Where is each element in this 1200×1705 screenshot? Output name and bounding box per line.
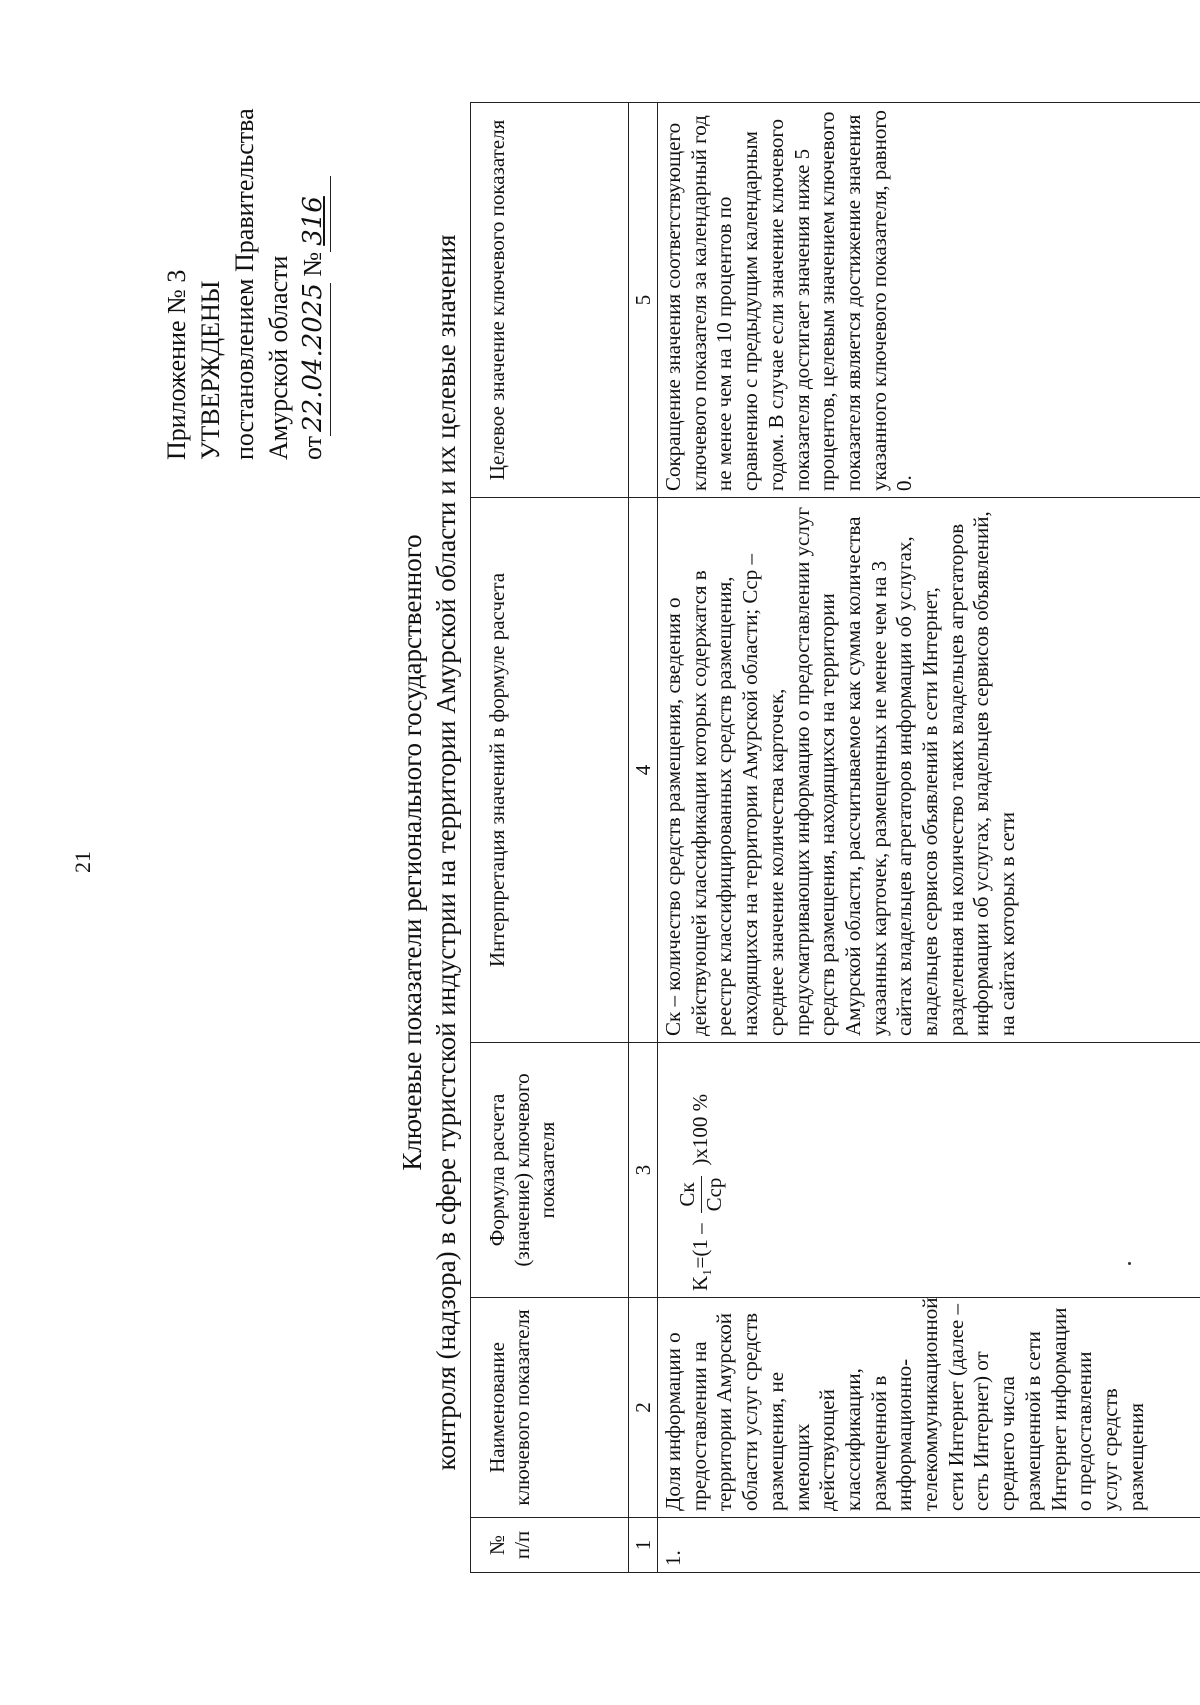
date-number-line [296, 108, 331, 460]
handwritten-number: 316 [296, 176, 331, 252]
target-value: Сокращение значения соответствующего ключевого показателя за календарный год не менее чем на 10 процентов по сравнению с предыдущим календарным годом. В случае если значение ключевого показателя достигает значения ниже 5 процентов, целевым значением ключевого показателя является достижение значения указанного ключевого показателя, равного 0. [658, 103, 1200, 498]
date-prefix: от [298, 435, 327, 460]
column-number: 4 [629, 498, 658, 1043]
header-interpretation: Интерпретация значений в формуле расчета [471, 498, 629, 1043]
approved-label: УТВЕРЖДЕНЫ [196, 280, 225, 460]
table-row [658, 103, 1200, 1573]
appendix-label: Приложение № 3 [162, 269, 191, 460]
header-formula: Формула расчета (значение) ключевого показателя [471, 1043, 629, 1298]
region-label: Амурской области [264, 255, 293, 460]
column-number: 1 [629, 1518, 658, 1573]
key-indicators-table [470, 102, 1200, 1573]
formula-fraction [675, 1172, 727, 1218]
formula-lhs: K₁=(1 – [688, 1223, 713, 1291]
header-target-value: Целевое значение ключевого показателя [471, 103, 629, 498]
formula-denominator: Cср [701, 1177, 726, 1212]
column-number: 5 [629, 103, 658, 498]
approval-stamp [160, 108, 331, 460]
scan-speck [1128, 1262, 1131, 1265]
number-label: № [298, 251, 327, 277]
formula [675, 1049, 727, 1291]
title-line-1: Ключевые показатели регионального государственного [397, 534, 427, 1171]
formula-numerator: Cк [675, 1176, 702, 1212]
table-header-row [471, 103, 629, 1573]
document-title [395, 0, 463, 1705]
title-line-2: контроля (надзора) в сфере туристской индустрии на территории Амурской области и их целевые значения [431, 234, 461, 1471]
handwritten-date: 22.04.2025 [296, 283, 331, 436]
column-number: 2 [629, 1298, 658, 1518]
row-number: 1. [658, 1518, 1200, 1573]
interpretation: Cк – количество средств размещения, сведения о действующей классификации которых содержатся в реестре классифицированных средств размещения, находящихся на территории Амурской области; Cср – среднее значение количества карточек, предусматривающих информацию о предоставлении услуг средств размещения, находящихся на территории Амурской области, рассчитываемое как сумма количества указанных карточек, размещенных не менее чем на 3 сайтах владельцев агрегаторов информации об услугах, владельцев сервисов объявлений в сети Интернет, разделенная на количество таких владельцев агрегаторов информации об услугах, владельцев сервисов объявлений, на сайтах которых в сети [658, 498, 1200, 1043]
formula-rhs: )x100 % [688, 1093, 713, 1166]
column-number: 3 [629, 1043, 658, 1298]
indicator-name: Доля информации о предоставлении на территории Амурской области услуг средств размещения, не имеющих действующей классификации, размещенной в информационно-телекоммуникационной сети Интернет (далее – сеть Интернет) от среднего числа размещенной в сети Интернет информации о предоставлении услуг средств размещения [658, 1298, 1200, 1518]
header-number: № п/п [471, 1518, 629, 1573]
column-number-row [629, 103, 658, 1573]
page-number: 21 [70, 851, 95, 873]
header-indicator-name: Наименование ключевого показателя [471, 1298, 629, 1518]
approved-by-label: постановлением Правительства [230, 108, 259, 460]
formula-cell [658, 1043, 1200, 1298]
